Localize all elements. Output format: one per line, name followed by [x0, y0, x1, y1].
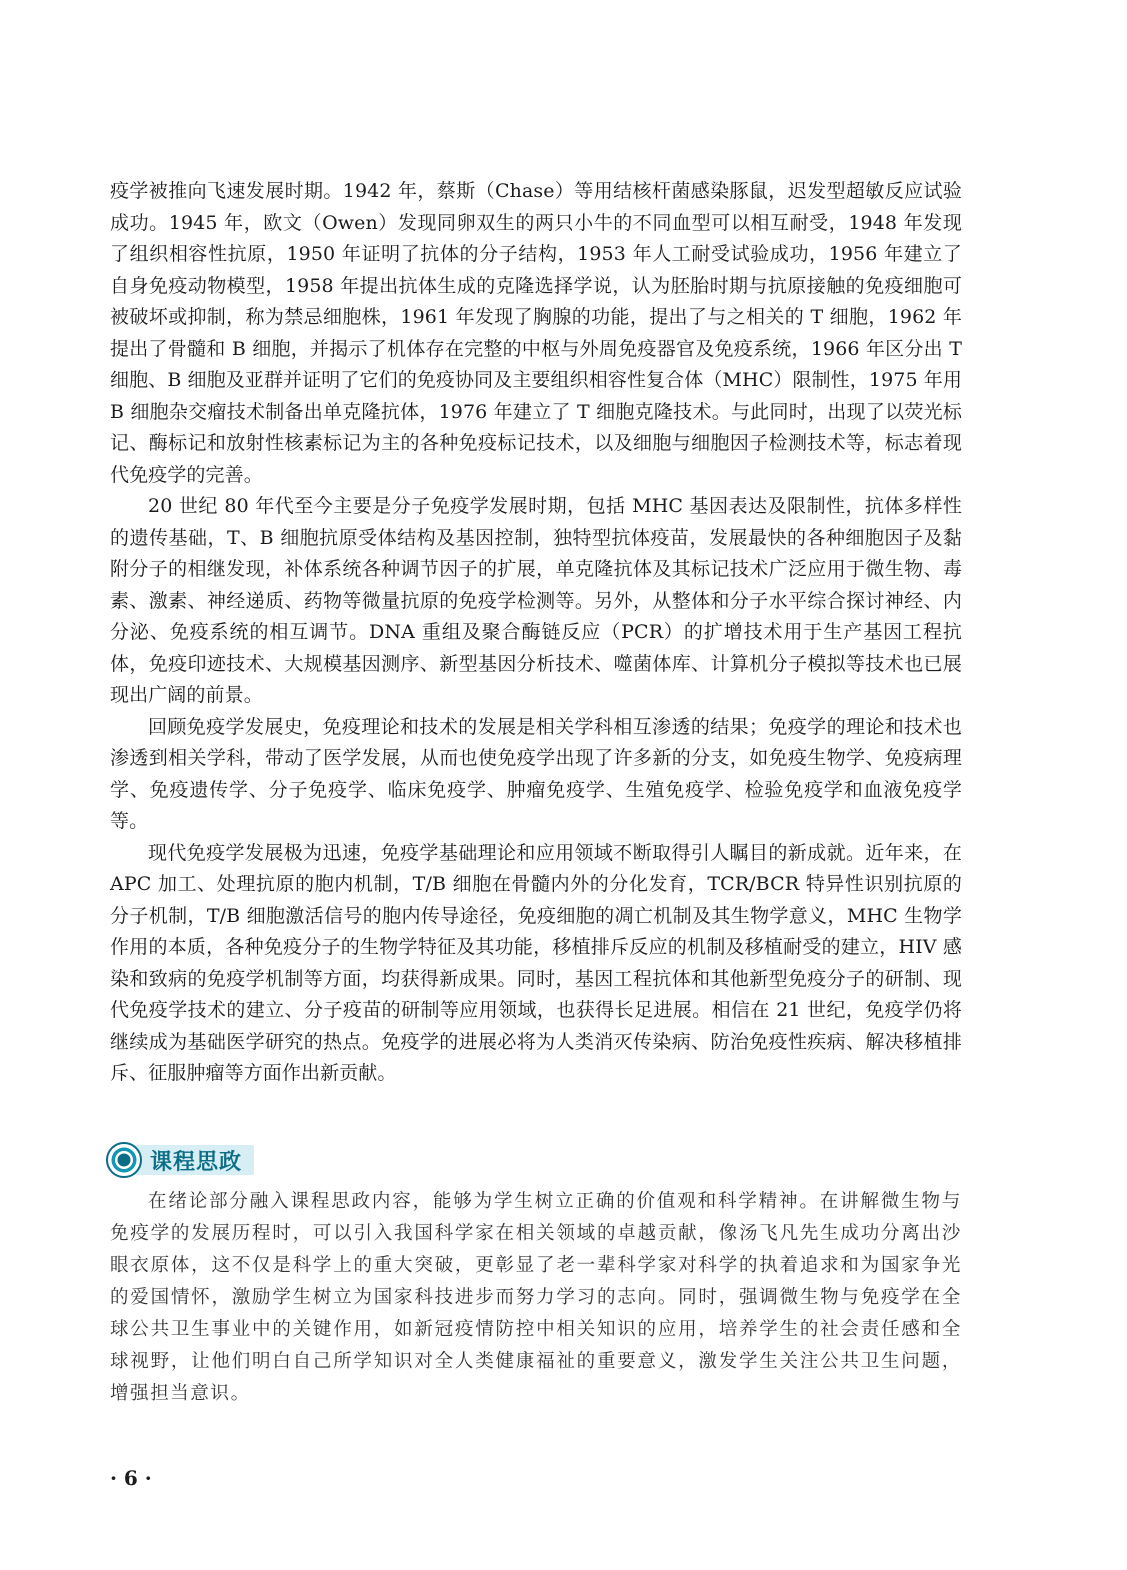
section-header: [106, 1140, 254, 1180]
paragraph-history-review: 回顾免疫学发展史，免疫理论和技术的发展是相关学科相互渗透的结果；免疫学的理论和技术也渗透到相关学科，带动了医学发展，从而也使免疫学出现了许多新的分支，如免疫生物学、免疫病理学、免疫遗传学、分子免疫学、临床免疫学、肿瘤免疫学、生殖免疫学、检验免疫学和血液免疫学等。: [110, 715, 962, 832]
section-body: [110, 1186, 962, 1410]
main-body-text: [110, 176, 962, 1090]
target-circle-icon: [106, 1142, 142, 1178]
section-title: 课程思政: [150, 1149, 243, 1175]
section-paragraph: 在绪论部分融入课程思政内容，能够为学生树立正确的价值观和科学精神。在讲解微生物与免疫学的发展历程时，可以引入我国科学家在相关领域的卓越贡献，像汤飞凡先生成功分离出沙眼衣原体，这不仅是科学上的重大突破，更彰显了老一辈科学家对科学的执着追求和为国家争光的爱国情怀，激励学生树立为国家科技进步而努力学习的志向。同时，强调微生物与免疫学在全球公共卫生事业中的关键作用，如新冠疫情防控中相关知识的应用，培养学生的社会责任感和全球视野，让他们明白自己所学知识对全人类健康福祉的重要意义，激发学生关注公共卫生问题，增强担当意识。: [110, 1191, 962, 1404]
paragraph-continuation: 疫学被推向飞速发展时期。1942 年，蔡斯（Chase）等用结核杆菌感染豚鼠，迟发型超敏反应试验成功。1945 年，欧文（Owen）发现同卵双生的两只小牛的不同血型可以相互耐受，1948 年发现了组织相容性抗原，1950 年证明了抗体的分子结构，1953 年人工耐受试验成功，1956 年建立了自身免疫动物模型，1958 年提出抗体生成的克隆选择学说，认为胚胎时期与抗原接触的免疫细胞可被破坏或抑制，称为禁忌细胞株，1961 年发现了胸腺的功能，提出了与之相关的 T 细胞，1962 年提出了骨髓和 B 细胞，并揭示了机体存在完整的中枢与外周免疫器官及免疫系统，1966 年区分出 T 细胞、B 细胞及亚群并证明了它们的免疫协同及主要组织相容性复合体（MHC）限制性，1975 年用 B 细胞杂交瘤技术制备出单克隆抗体，1976 年建立了 T 细胞克隆技术。与此同时，出现了以荧光标记、酶标记和放射性核素标记为主的各种免疫标记技术，以及细胞与细胞因子检测技术等，标志着现代免疫学的完善。: [110, 180, 962, 486]
paragraph-molecular-immunology: 20 世纪 80 年代至今主要是分子免疫学发展时期，包括 MHC 基因表达及限制性，抗体多样性的遗传基础，T、B 细胞抗原受体结构及基因控制，独特型抗体疫苗，发展最快的各种细胞因子及黏附分子的相继发现，补体系统各种调节因子的扩展，单克隆抗体及其标记技术广泛应用于微生物、毒素、激素、神经递质、药物等微量抗原的免疫学检测等。另外，从整体和分子水平综合探讨神经、内分泌、免疫系统的相互调节。DNA 重组及聚合酶链反应（PCR）的扩增技术用于生产基因工程抗体，免疫印迹技术、大规模基因测序、新型基因分析技术、噬菌体库、计算机分子模拟等技术也已展现出广阔的前景。: [110, 495, 962, 706]
page-number: · 6 ·: [110, 1466, 152, 1490]
section-title-banner: [128, 1145, 254, 1175]
paragraph-modern-immunology: 现代免疫学发展极为迅速，免疫学基础理论和应用领域不断取得引人瞩目的新成就。近年来，在 APC 加工、处理抗原的胞内机制，T/B 细胞在骨髓内外的分化发育，TCR/BCR 特异性识别抗原的分子机制，T/B 细胞激活信号的胞内传导途径，免疫细胞的凋亡机制及其生物学意义，MHC 生物学作用的本质，各种免疫分子的生物学特征及其功能，移植排斥反应的机制及移植耐受的建立，HIV 感染和致病的免疫学机制等方面，均获得新成果。同时，基因工程抗体和其他新型免疫分子的研制、现代免疫学技术的建立、分子疫苗的研制等应用领域，也获得长足进展。相信在 21 世纪，免疫学仍将继续成为基础医学研究的热点。免疫学的进展必将为人类消灭传染病、防治免疫性疾病、解决移植排斥、征服肿瘤等方面作出新贡献。: [110, 841, 962, 1084]
